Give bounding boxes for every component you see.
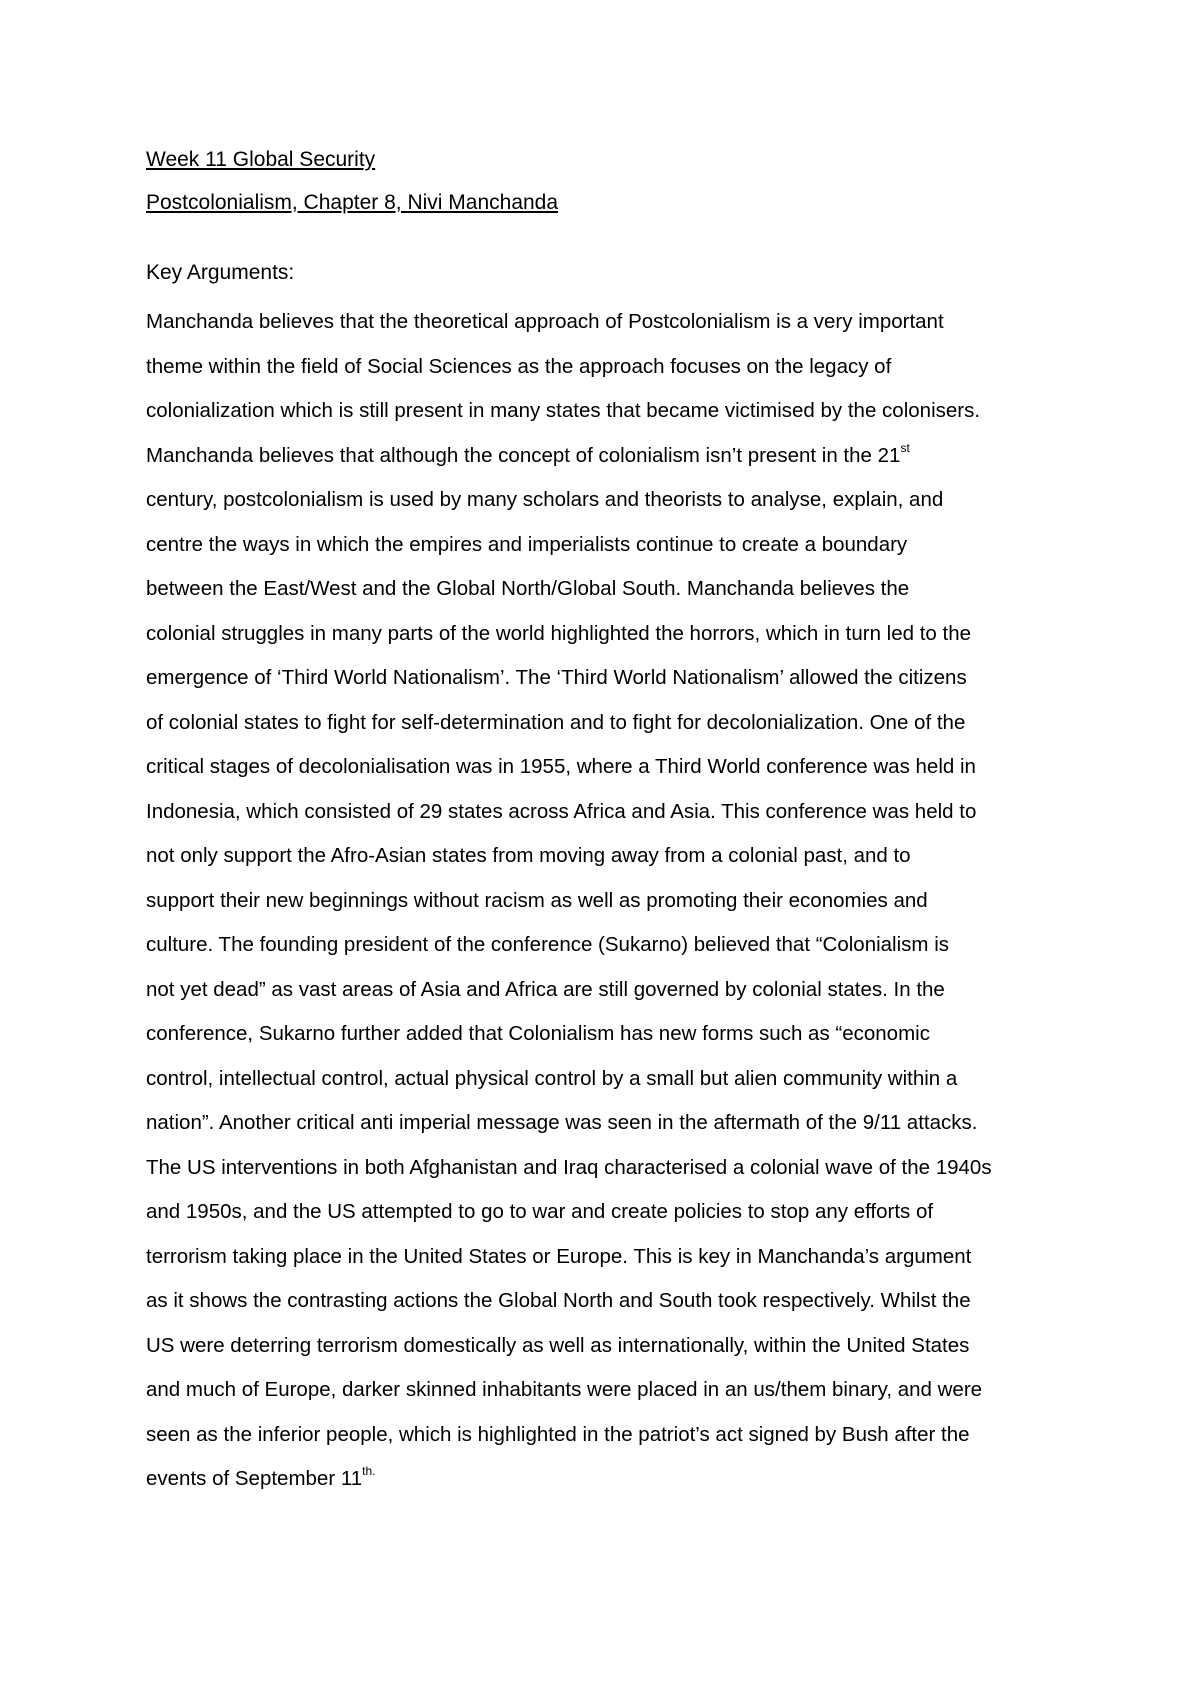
- body-line: [146, 923, 1076, 968]
- body-paragraph: [146, 300, 1076, 1502]
- body-line: [146, 389, 1076, 434]
- superscript: st: [900, 440, 910, 455]
- body-line-text: and much of Europe, darker skinned inhabitants were placed in an us/them binary, and were: [146, 1378, 983, 1401]
- body-line: [146, 745, 1076, 790]
- body-line: [146, 656, 1076, 701]
- body-line-text: seen as the inferior people, which is highlighted in the patriot’s act signed by Bush after the: [146, 1422, 970, 1446]
- body-line: [146, 478, 1076, 523]
- body-line: [146, 523, 1076, 568]
- body-line: [146, 1190, 1076, 1235]
- body-line-text: theme within the field of Social Sciences as the approach focuses on the legacy of: [146, 354, 892, 378]
- body-line: [146, 612, 1076, 657]
- body-line-text: not yet dead” as vast areas of Asia and Africa are still governed by colonial states. In the: [146, 977, 945, 1001]
- body-line: [146, 834, 1076, 879]
- body-line-text: emergence of ‘Third World Nationalism’. The ‘Third World Nationalism’ allowed the citizens: [146, 666, 967, 689]
- body-line: [146, 1368, 1076, 1413]
- section-heading: Key Arguments:: [146, 261, 295, 284]
- body-line: [146, 434, 1076, 479]
- body-line: [146, 1279, 1076, 1324]
- body-line: [146, 879, 1076, 924]
- body-line-text: conference, Sukarno further added that Colonialism has new forms such as “economic: [146, 1022, 930, 1045]
- body-line-text: events of September 11: [146, 1467, 363, 1490]
- body-line: [146, 790, 1076, 835]
- document-title: Week 11 Global Security: [146, 148, 376, 171]
- document-content: [146, 146, 1076, 1502]
- body-line-text: century, postcolonialism is used by many scholars and theorists to analyse, explain, and: [146, 488, 944, 511]
- body-line: [146, 1235, 1076, 1280]
- body-line: [146, 701, 1076, 746]
- body-line: [146, 1012, 1076, 1057]
- body-line: [146, 567, 1076, 612]
- body-line-text: culture. The founding president of the conference (Sukarno) believed that “Colonialism is: [146, 933, 949, 956]
- body-line: [146, 345, 1076, 390]
- body-line-text: Manchanda believes that although the concept of colonialism isn’t present in the 21: [146, 443, 901, 467]
- body-line: [146, 1057, 1076, 1102]
- body-line-text: Indonesia, which consisted of 29 states across Africa and Asia. This conference was held to: [146, 799, 977, 823]
- body-line-text: critical stages of decolonialisation was in 1955, where a Third World conference was held in: [146, 755, 976, 778]
- body-line-text: and 1950s, and the US attempted to go to war and create policies to stop any efforts of: [146, 1200, 934, 1223]
- body-line-text: colonial struggles in many parts of the world highlighted the horrors, which in turn led to the: [146, 621, 972, 645]
- body-line-text: control, intellectual control, actual physical control by a small but alien community within a: [146, 1066, 958, 1090]
- body-line-text: nation”. Another critical anti imperial message was seen in the aftermath of the 9/11 attacks.: [146, 1111, 978, 1134]
- body-line-text: The US interventions in both Afghanistan and Iraq characterised a colonial wave of the 1940s: [146, 1155, 992, 1179]
- body-line: [146, 1101, 1076, 1146]
- body-line-text: US were deterring terrorism domestically as well as internationally, within the United States: [146, 1333, 970, 1357]
- body-line: [146, 300, 1076, 345]
- body-line: [146, 1413, 1076, 1458]
- body-line-text: centre the ways in which the empires and imperialists continue to create a boundary: [146, 532, 908, 556]
- body-line: [146, 968, 1076, 1013]
- body-line: [146, 1146, 1076, 1191]
- body-line-text: not only support the Afro-Asian states from moving away from a colonial past, and to: [146, 844, 911, 867]
- body-line-text: as it shows the contrasting actions the Global North and South took respectively. Whilst the: [146, 1289, 971, 1312]
- body-line-text: between the East/West and the Global North/Global South. Manchanda believes the: [146, 577, 910, 600]
- body-line-text: terrorism taking place in the United States or Europe. This is key in Manchanda’s argument: [146, 1244, 972, 1268]
- document-subtitle: Postcolonialism, Chapter 8, Nivi Manchanda: [146, 191, 559, 214]
- body-line-text: colonialization which is still present in many states that became victimised by the colonisers.: [146, 399, 981, 422]
- body-line-text: of colonial states to fight for self-determination and to fight for decolonialization. One of the: [146, 710, 966, 734]
- body-line-text: support their new beginnings without racism as well as promoting their economies and: [146, 888, 928, 912]
- superscript: th.: [362, 1464, 376, 1479]
- body-line: [146, 1457, 1076, 1502]
- body-line-text: Manchanda believes that the theoretical approach of Postcolonialism is a very important: [146, 310, 944, 333]
- body-line: [146, 1324, 1076, 1369]
